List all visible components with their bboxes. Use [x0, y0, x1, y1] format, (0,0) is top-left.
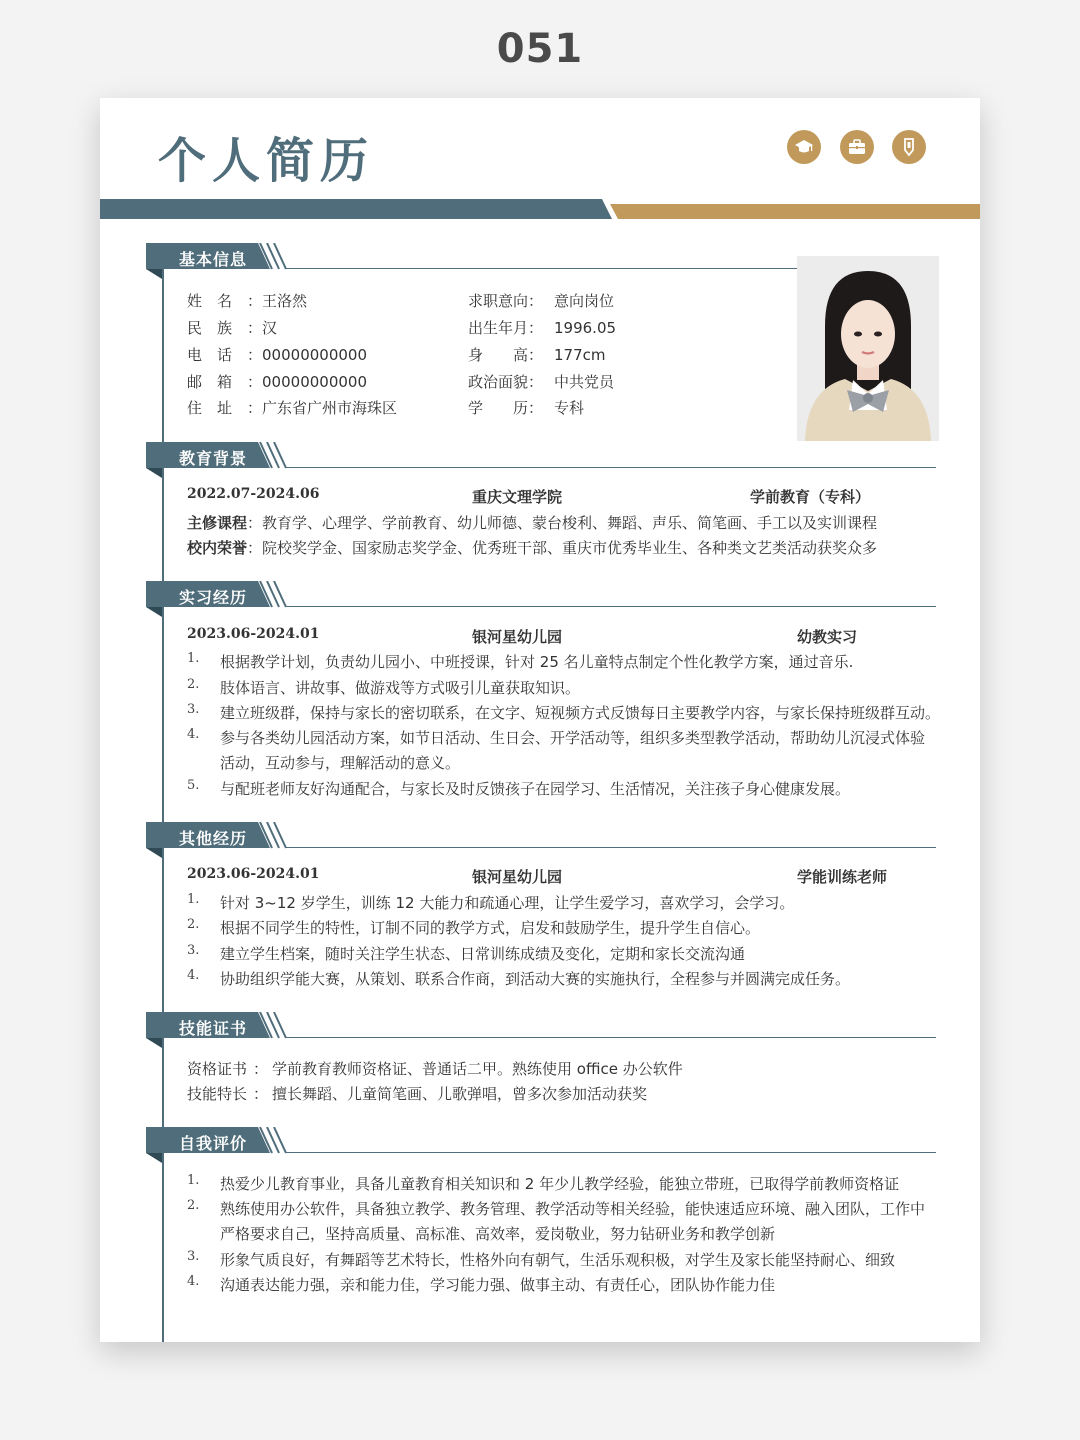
basic-field-address: 住 址 ：广东省广州市海珠区 — [187, 399, 398, 417]
education-major: 学前教育（专科） — [750, 488, 871, 506]
section-header-education — [146, 442, 936, 478]
education-honors: 校内荣誉：院校奖学金、国家励志奖学金、优秀班干部、重庆市优秀毕业生、各种类文艺类活动获奖众多 — [187, 539, 878, 557]
section-divider — [286, 606, 936, 607]
section-title: 技能证书 — [179, 1019, 248, 1038]
other-date: 2023.06-2024.01 — [187, 866, 320, 882]
page-title: 个人简历 — [158, 133, 375, 189]
other-role: 学能训练老师 — [797, 868, 888, 886]
internship-role: 幼教实习 — [797, 628, 858, 646]
education-courses: 主修课程：教育学、心理学、学前教育、幼儿师德、蒙台梭利、舞蹈、声乐、简笔画、手工以及实训课程 — [187, 514, 878, 532]
pencil-icon — [892, 130, 926, 164]
basic-field-phone: 电 话 ：00000000000 — [187, 346, 367, 364]
section-title: 其他经历 — [179, 829, 248, 848]
section-title: 自我评价 — [179, 1134, 248, 1153]
briefcase-icon — [840, 130, 874, 164]
education-date: 2022.07-2024.06 — [187, 486, 320, 502]
section-header-skills — [146, 1012, 936, 1048]
profile-photo — [797, 256, 939, 441]
section-divider — [286, 467, 936, 468]
internship-org: 银河星幼儿园 — [472, 628, 563, 646]
section-title: 实习经历 — [179, 588, 248, 607]
section-header-other — [146, 822, 936, 858]
template-number: 051 — [496, 26, 584, 72]
basic-field-birth: 出生年月： 1996.05 — [468, 319, 617, 337]
graduation-cap-icon — [787, 130, 821, 164]
basic-field-email: 邮 箱 ：00000000000 — [187, 373, 367, 391]
section-title: 基本信息 — [179, 250, 248, 269]
skills-certificates: 资格证书 ： 学前教育教师资格证、普通话二甲。熟练使用 office 办公软件 — [187, 1060, 683, 1078]
section-divider — [286, 1037, 936, 1038]
timeline-line — [162, 248, 164, 1342]
education-school: 重庆文理学院 — [472, 488, 563, 506]
internship-date: 2023.06-2024.01 — [187, 626, 320, 642]
basic-field-height: 身 高： 177cm — [468, 346, 606, 364]
basic-field-political: 政治面貌： 中共党员 — [468, 373, 615, 391]
section-divider — [286, 1152, 936, 1153]
section-divider — [286, 847, 936, 848]
section-header-internship — [146, 581, 936, 617]
basic-field-name: 姓 名 ：王洛然 — [187, 292, 308, 310]
resume-page: 个人简历 基本信息 姓 名 ：王洛然 民 族 ：汉 电 话 ：00000000000 邮 箱 ：00000000000 住 址 ：广东省广州市海珠区 求职意向： 意向岗位 出生年月： 1996.05 身 高： 177cm 政治面貌： 中共党员 学 历： 专科 教育背景 2022.07-2024.06 重庆文理学院 学前教育（专科） 主修课程：教育学、心理学、学前教育、幼儿师德、蒙台梭利、舞蹈、声乐、简笔画、手工以及实训课程 校内荣誉：院校奖学金、国家励志奖学金、优秀班干部、重庆市优秀毕业生、各种类文艺类活动获奖众多 实习经历 2023.06-2024.01 银河星幼儿园 幼教实习 1. 根据教学计划，负责幼儿园小、中班授课，针对 25 名儿童特点制定个性化教学方案，通过音乐. 2. 肢体语言、讲故事、做游戏等方式吸引儿童获取知识。 3. 建立班级群，保持与家长的密切联系，在文字、短视频方式反馈每日主要教学内容，与家长保持班级群互动。 4. 参与各类幼儿园活动方案，如节日活动、生日会、开学活动等，组织多类型教学活动，帮助幼儿沉浸式体验 活动，互动参与，理解活动的意义。 5. 与配班老师友好沟通配合，与家长及时反馈孩子在园学习、生活情况，关注孩子身心健康发展。 其他经历 2023.06-2024.01 银河星幼儿园 学能训练老师 1. 针对 3~12 岁学生，训练 12 大能力和疏通心理，让学生爱学习，喜欢学习，会学习。 2. 根据不同学生的特性，订制不同的教学方式，启发和鼓励学生，提升学生自信心。 3. 建立学生档案，随时关注学生状态、日常训练成绩及变化，定期和家长交流沟通 4. 协助组织学能大赛，从策划、联系合作商，到活动大赛的实施执行，全程参与并圆满完成任务。 技能证书 资格证书 ： 学前教育教师资格证、普通话二甲。熟练使用 office 办公软件 技能特长 ： 擅长舞蹈、儿童简笔画、儿歌弹唱，曾多次参加活动获奖 自我评价 1. 热爱少儿教育事业，具备儿童教育相关知识和 2 年少儿教学经验，能独立带班，已取得学前教师资格证 2. 熟练使用办公软件，具备独立教学、教务管理、教学活动等相关经验，能快速适应环境、融入团队，工作中 严格要求自己，坚持高质量、高标准、高效率，爱岗敬业，努力钻研业务和教学创新 3. 形象气质良好，有舞蹈等艺术特长，性格外向有朝气，生活乐观积极，对学生及家长能坚持耐心、细致 4. 沟通表达能力强，亲和能力佳，学习能力强、做事主动、有责任心，团队协作能力佳 — [100, 98, 980, 1342]
basic-field-degree: 学 历： 专科 — [468, 399, 585, 417]
section-header-self — [146, 1127, 936, 1163]
other-org: 银河星幼儿园 — [472, 868, 563, 886]
skills-specialties: 技能特长 ： 擅长舞蹈、儿童简笔画、儿歌弹唱，曾多次参加活动获奖 — [187, 1085, 648, 1103]
basic-field-job-intent: 求职意向： 意向岗位 — [468, 292, 615, 310]
basic-field-ethnicity: 民 族 ：汉 — [187, 319, 278, 337]
section-title: 教育背景 — [179, 449, 248, 468]
